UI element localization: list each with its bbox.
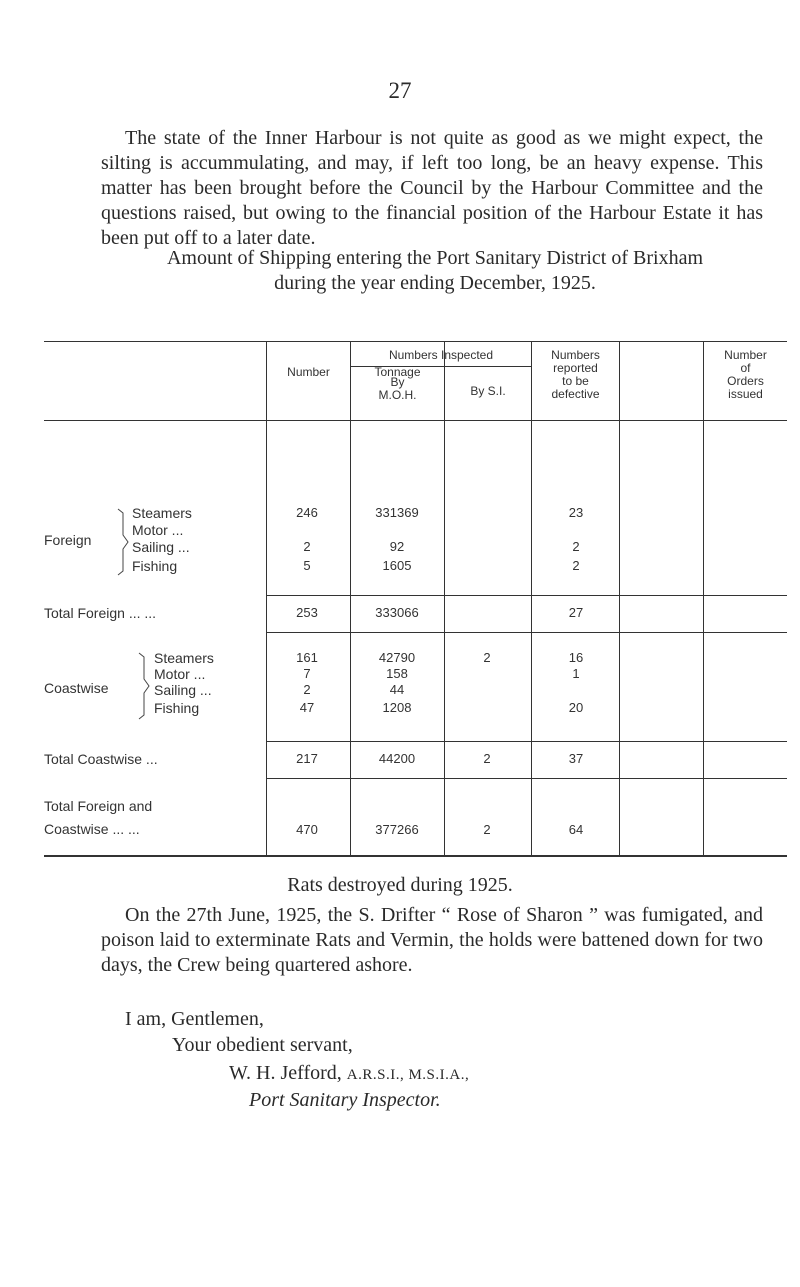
- header-number: Number: [287, 365, 330, 379]
- foreign-label: Foreign: [44, 532, 92, 548]
- total-all-si: 64: [568, 822, 584, 837]
- signature-title: Port Sanitary Inspector.: [249, 1089, 441, 1111]
- header-tonnage: Tonnage: [374, 365, 421, 379]
- coastwise-row-4-type: Fishing: [154, 700, 200, 716]
- header-by-si: By S.I.: [470, 384, 506, 398]
- coastwise-label: Coastwise: [44, 680, 109, 696]
- foreign-brace: [116, 507, 130, 577]
- bottom-rule: [44, 855, 787, 857]
- shipping-table: [44, 341, 787, 857]
- coastwise-brace: [137, 651, 151, 721]
- foreign-row-3-tonnage: 92: [389, 539, 405, 554]
- coastwise-row-3-type: Sailing ...: [154, 682, 212, 698]
- col-rule-3: [444, 341, 445, 855]
- foreign-row-1-si: 23: [568, 505, 584, 520]
- coastwise-row-1-number: 161: [296, 650, 318, 665]
- total-coastwise-top-rule: [267, 741, 787, 742]
- total-foreign-top-rule: [267, 595, 787, 596]
- total-foreign-tonnage: 333066: [375, 605, 419, 620]
- coastwise-row-2-number: 7: [303, 666, 311, 681]
- total-coastwise-label: Total Coastwise ...: [44, 751, 158, 767]
- coastwise-row-4-tonnage: 1208: [382, 700, 412, 715]
- foreign-row-4-si: 2: [572, 558, 580, 573]
- foreign-row-1-tonnage: 331369: [375, 505, 419, 520]
- header-orders: [704, 349, 787, 401]
- foreign-row-1-type: Steamers: [132, 505, 192, 521]
- header-reported-line3: to be: [562, 374, 589, 388]
- rats-title: Rats destroyed during 1925.: [287, 874, 513, 896]
- header-reported-line4: defective: [551, 387, 600, 401]
- col-rule-5: [619, 341, 620, 855]
- foreign-row-3-si: 2: [572, 539, 580, 554]
- total-foreign-label: Total Foreign ... ...: [44, 605, 157, 621]
- foreign-row-3-type: Sailing ...: [132, 539, 190, 555]
- coastwise-row-3-number: 2: [303, 682, 311, 697]
- total-foreign-number: 253: [296, 605, 318, 620]
- total-coastwise-tonnage: 44200: [378, 751, 416, 766]
- intro-paragraph: The state of the Inner Harbour is not quite as good as we might expect, the silting is accummulating, and may, if left too long, be an heavy expense. This matter has been brought before the Council by the Harbour Committee and the questions raised, but owing to the financial position of the Harbour Estate it has been put off to a later date.: [101, 127, 763, 249]
- total-all-moh: 2: [483, 822, 491, 837]
- closing-salutation: I am, Gentlemen,: [125, 1008, 264, 1030]
- coastwise-row-1-moh: 2: [483, 650, 491, 665]
- coastwise-row-2-si: 1: [572, 666, 580, 681]
- coastwise-row-2-tonnage: 158: [386, 666, 408, 681]
- header-bottom-rule: [44, 420, 787, 421]
- signature: [229, 1061, 789, 1088]
- total-all-label-line2: Coastwise ... ...: [44, 821, 140, 837]
- header-by-moh: [351, 376, 444, 402]
- table-heading-line2: during the year ending December, 1925.: [274, 272, 596, 294]
- foreign-row-1-number: 246: [296, 505, 318, 520]
- total-coastwise-moh: 2: [483, 751, 491, 766]
- total-all-tonnage: 377266: [375, 822, 419, 837]
- col-rule-2: [350, 341, 351, 855]
- header-by-moh-line1: By: [390, 375, 405, 389]
- header-orders-line1: Number: [724, 348, 767, 362]
- foreign-row-4-type: Fishing: [132, 558, 178, 574]
- header-by-moh-line2: M.O.H.: [378, 388, 417, 402]
- coastwise-row-1-tonnage: 42790: [378, 650, 416, 665]
- coastwise-row-3-tonnage: 44: [389, 682, 405, 697]
- table-heading-line1: Amount of Shipping entering the Port Sanitary District of Brixham: [166, 247, 704, 269]
- total-foreign-si: 27: [568, 605, 584, 620]
- coastwise-row-4-si: 20: [568, 700, 584, 715]
- header-orders-line4: issued: [728, 387, 763, 401]
- foreign-row-4-tonnage: 1605: [382, 558, 412, 573]
- foreign-row-3-number: 2: [303, 539, 311, 554]
- closing-servant: Your obedient servant,: [172, 1034, 353, 1056]
- header-orders-line3: Orders: [727, 374, 764, 388]
- total-all-label-line1: Total Foreign and: [44, 798, 153, 814]
- col-rule-1: [266, 341, 267, 855]
- total-coastwise-number: 217: [296, 751, 318, 766]
- rats-paragraph: On the 27th June, 1925, the S. Drifter “ Rose of Sharon ” was fumigated, and poison laid to exterminate Rats and Vermin, the holds were battened down for two days, the Crew being quartered ashore.: [101, 904, 763, 976]
- header-inspected: Numbers Inspected: [388, 348, 494, 362]
- signature-qualifications: A.R.S.I., M.S.I.A.,: [346, 1067, 470, 1083]
- total-all-number: 470: [296, 822, 318, 837]
- header-orders-line2: of: [740, 361, 751, 375]
- total-foreign-bottom-rule: [267, 632, 787, 633]
- header-reported-line2: reported: [553, 361, 598, 375]
- coastwise-row-2-type: Motor ...: [154, 666, 206, 682]
- coastwise-row-4-number: 47: [299, 700, 315, 715]
- foreign-row-4-number: 5: [303, 558, 311, 573]
- header-reported: [532, 349, 619, 401]
- header-reported-line1: Numbers: [551, 348, 600, 362]
- foreign-row-2-type: Motor ...: [132, 522, 184, 538]
- coastwise-row-1-type: Steamers: [154, 650, 214, 666]
- table-heading: [90, 246, 780, 296]
- coastwise-row-1-si: 16: [568, 650, 584, 665]
- col-rule-6: [703, 341, 704, 855]
- col-rule-4: [531, 341, 532, 855]
- total-coastwise-si: 37: [568, 751, 584, 766]
- signature-name: W. H. Jefford,: [229, 1062, 342, 1084]
- total-coastwise-bottom-rule: [267, 778, 787, 779]
- top-rule: [44, 341, 787, 342]
- page-number: 27: [388, 78, 412, 103]
